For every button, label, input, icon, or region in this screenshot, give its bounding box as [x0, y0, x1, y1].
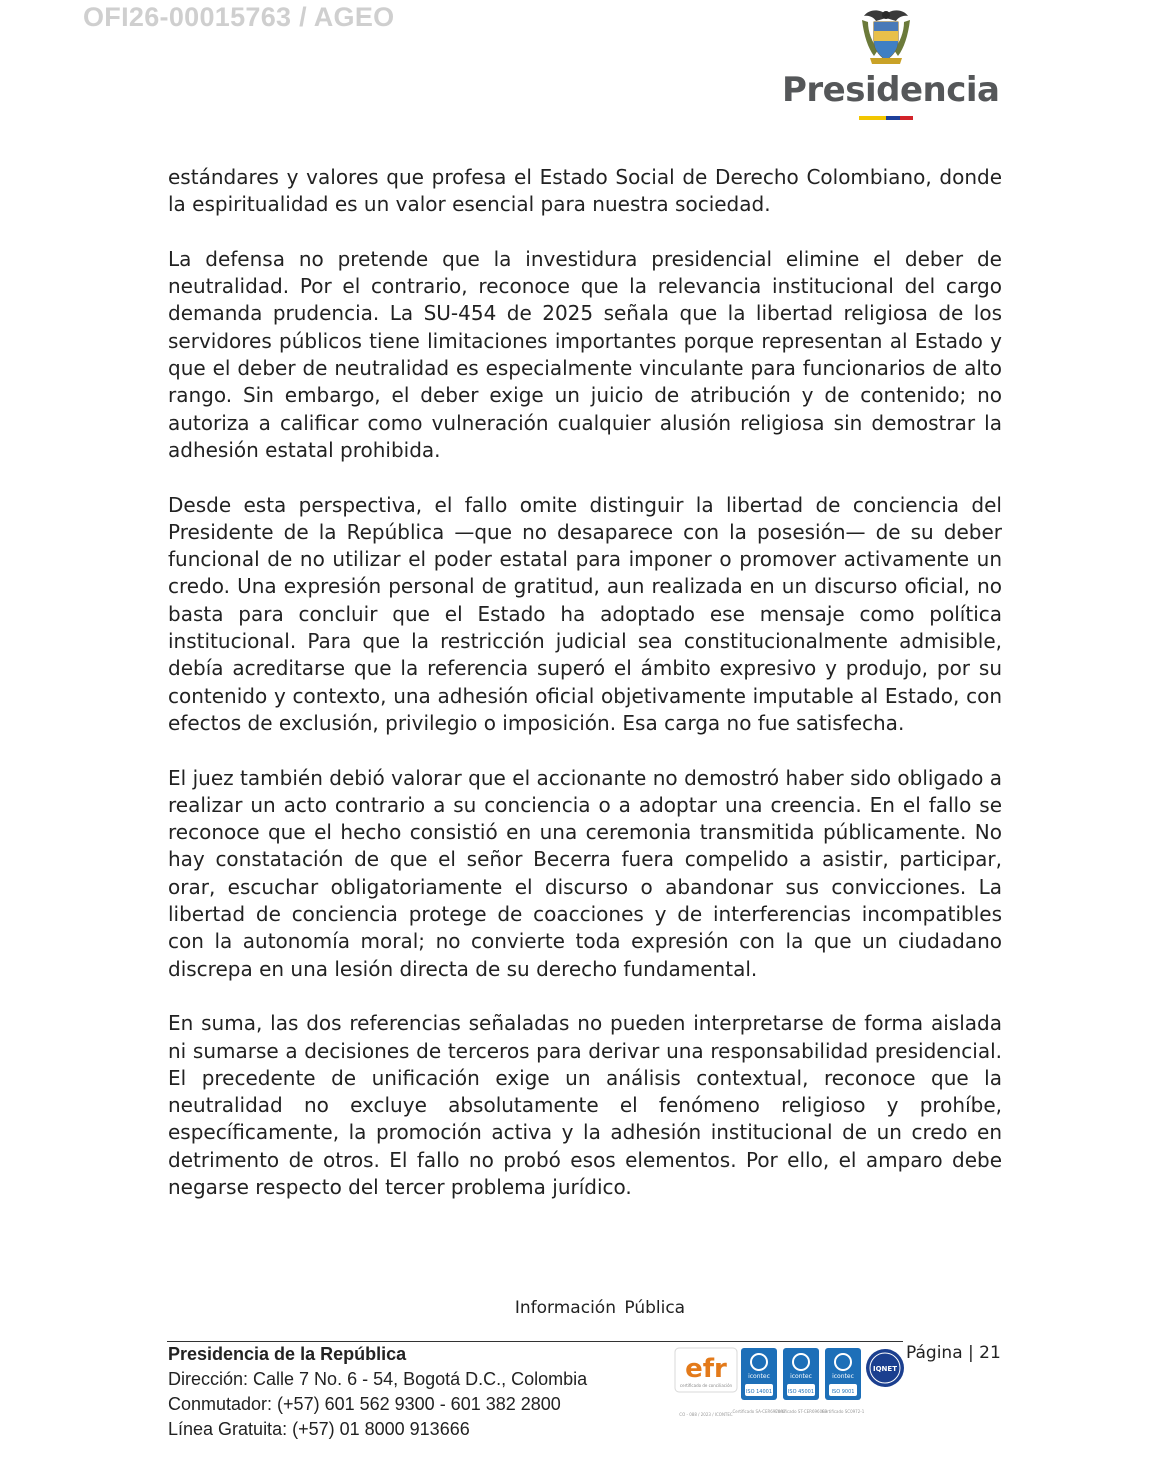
document-body	[168, 164, 1002, 1229]
flag-tricolor-bar	[859, 116, 913, 120]
svg-text:Certificado SC0972-1: Certificado SC0972-1	[821, 1409, 865, 1414]
document-reference-code: OFI26-00015763 / AGEO	[83, 2, 395, 32]
paragraph-5: En suma, las dos referencias señaladas no pueden interpretarse de forma aislada ni sumarse a decisiones de terceros para derivar una responsabilidad presidencial. El precedente de unificación exige un análisis contextual, reconoce que la neutralidad no excluye absolutamente el fenómeno religioso y prohíbe, específicamente, la promoción activa y la adhesión institucional de un credo en detrimento de otros. El fallo no probó esos elementos. Por ello, el amparo debe negarse respecto del tercer problema jurídico.	[168, 1011, 1002, 1199]
icontec-iso14001-logo	[741, 1348, 777, 1400]
svg-text:icontec: icontec	[832, 1373, 854, 1380]
brand-name: Presidencia	[782, 70, 1000, 110]
paragraph-1: estándares y valores que profesa el Estado Social de Derecho Colombiano, donde la espiritualidad es un valor esencial para nuestra sociedad.	[168, 165, 1002, 217]
svg-text:Certificado SA-CER697092: Certificado SA-CER697092	[732, 1409, 786, 1414]
footer-switchboard: Conmutador: (+57) 601 562 9300 - 601 382 2800	[168, 1394, 561, 1414]
icontec-iso45001-logo	[783, 1348, 819, 1400]
presidencia-logo	[782, 6, 1000, 120]
footer-contact	[168, 1342, 587, 1442]
colombia-coat-of-arms-icon	[858, 6, 914, 66]
paragraph-2: La defensa no pretende que la investidura presidencial elimine el deber de neutralidad. Por el contrario, reconoce que la relevancia institucional del cargo demanda prudencia. La SU-454 de 2025 señala que la libertad religiosa de los servidores públicos tiene limitaciones importantes porque representan al Estado y que el deber de neutralidad es especialmente vinculante para funcionarios de alto rango. Sin embargo, el deber exige un juicio de atribución y de contenido; no autoriza a calificar como vulneración cualquier alusión religiosa sin demostrar la adhesión estatal prohibida.	[168, 246, 1002, 462]
paragraph-4: El juez también debió valorar que el accionante no demostró haber sido obligado a realizar un acto contrario a su conciencia o a adoptar una creencia. En el fallo se reconoce que el hecho consistió en una ceremonia transmitida públicamente. No hay constatación de que el señor Becerra fuera compelido a asistir, participar, orar, escuchar obligatoriamente el discurso o abandonar sus convicciones. La libertad de conciencia protege de coacciones y de interferencias incompatibles con la autonomía moral; no convierte toda expresión con la que un ciudadano discrepa en una lesión directa de su derecho fundamental.	[168, 765, 1002, 981]
footer-address: Dirección: Calle 7 No. 6 - 54, Bogotá D.C., Colombia	[168, 1369, 588, 1389]
classification-label: Información Pública	[514, 1298, 686, 1318]
efr-logo	[675, 1348, 737, 1392]
svg-text:ISO 45001: ISO 45001	[787, 1389, 815, 1395]
footer-org-name: Presidencia de la República	[168, 1344, 407, 1364]
svg-text:IQNET: IQNET	[873, 1365, 897, 1373]
svg-text:ISO 9001: ISO 9001	[831, 1389, 855, 1395]
svg-text:efr: efr	[685, 1354, 727, 1384]
svg-text:certificado de conciliación: certificado de conciliación	[679, 1383, 733, 1388]
svg-text:icontec: icontec	[748, 1373, 770, 1380]
footer-toll-free: Línea Gratuita: (+57) 01 8000 913666	[168, 1419, 470, 1439]
svg-text:CO - 088 / 2023 / ICONTEC: CO - 088 / 2023 / ICONTEC	[679, 1412, 733, 1417]
icontec-iso9001-logo	[825, 1348, 861, 1400]
iqnet-logo	[866, 1349, 904, 1387]
certificate-codes	[679, 1409, 864, 1417]
page-number: Página | 21	[906, 1343, 1001, 1363]
paragraph-3: Desde esta perspectiva, el fallo omite distinguir la libertad de conciencia del Presidente de la República —que no desaparece con la posesión— de su deber funcional de no utilizar el poder estatal para imponer o promover activamente un credo. Una expresión personal de gratitud, aun realizada en un discurso oficial, no basta para concluir que el Estado ha adoptado ese mensaje como política institucional. Para que la restricción judicial sea constitucionalmente admisible, debía acreditarse que la referencia superó el ámbito expresivo y produjo, por su contenido y contexto, una adhesión oficial objetivamente imputable al Estado, con efectos de exclusión, privilegio o imposición. Esa carga no fue satisfecha.	[168, 492, 1002, 735]
svg-text:Certificado ST-CER696083: Certificado ST-CER696083	[774, 1409, 828, 1414]
svg-text:ISO 14001: ISO 14001	[745, 1389, 773, 1395]
certification-logos	[673, 1346, 913, 1426]
svg-text:icontec: icontec	[790, 1373, 812, 1380]
